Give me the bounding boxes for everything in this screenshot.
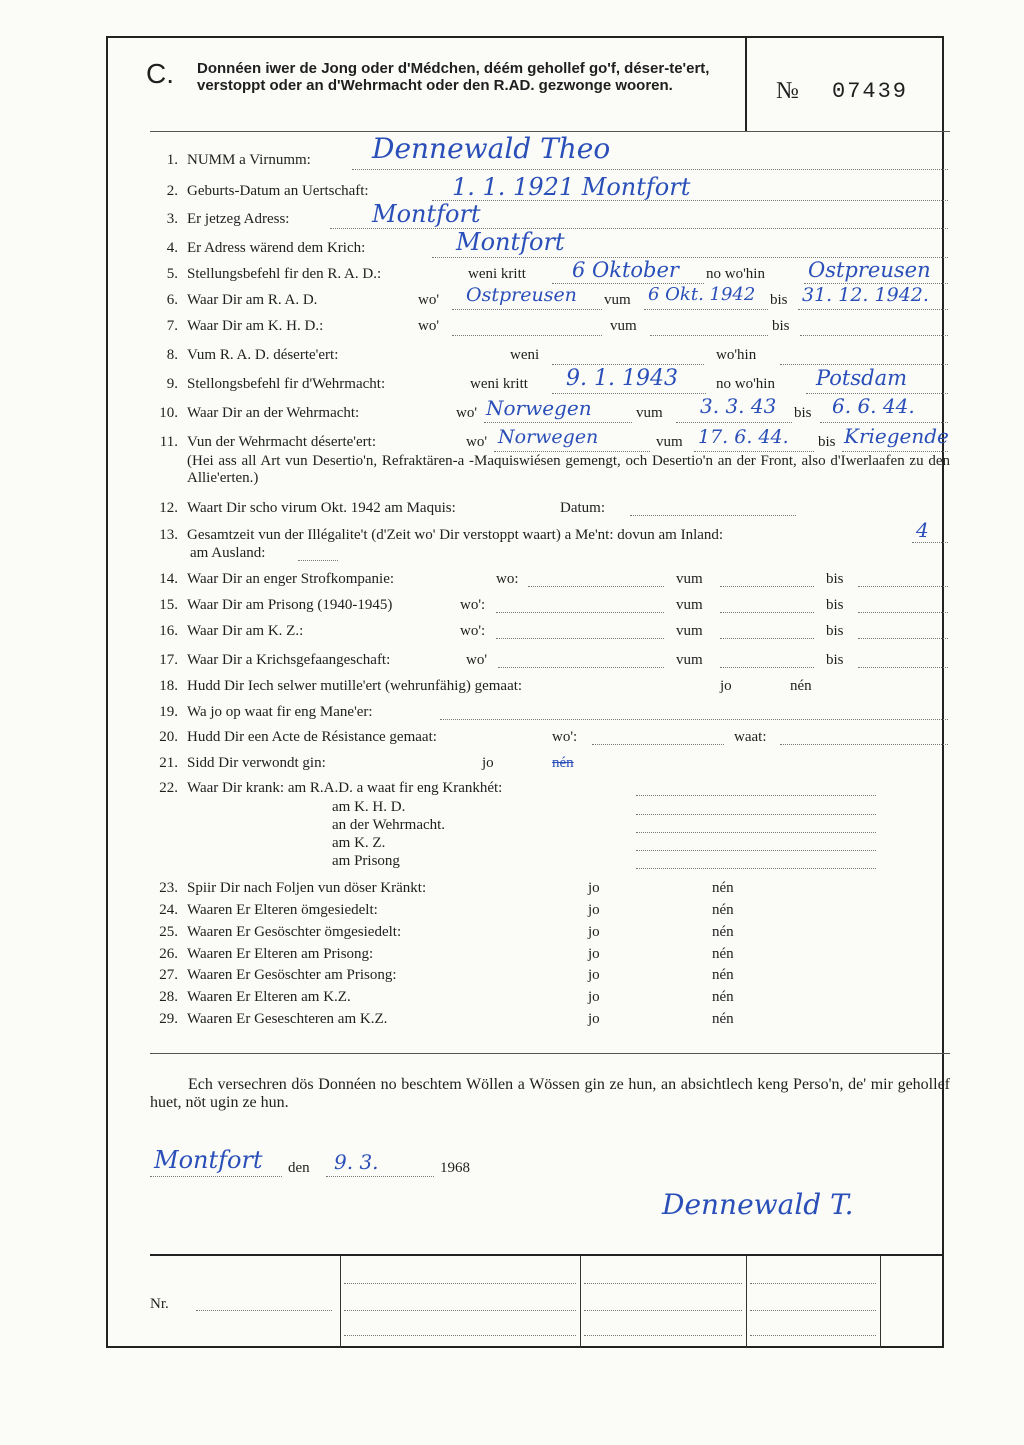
item-label: Waar Dir am K. Z.: — [187, 623, 304, 639]
handwritten-date: 6 Okt. 1942 — [648, 284, 756, 305]
fill-line — [344, 1283, 576, 1284]
item-label: Spiir Dir nach Foljen vun döser Kränkt: — [187, 880, 427, 896]
item-number: 19. — [159, 704, 178, 720]
section-title: Donnéen iwer de Jong oder d'Médchen, déém gehollef go'f, déser-te'ert, verstoppt oder an d'Wehrmacht oder den R.AD. gezwonge wooren. — [197, 60, 710, 94]
item-label: Waaren Er Elteren am Prisong: — [187, 946, 374, 962]
weni-label: weni kritt — [470, 376, 528, 392]
vum-label: vum — [604, 292, 631, 308]
fill-line — [750, 1310, 876, 1311]
footer-divider — [746, 1256, 747, 1348]
fill-line — [858, 667, 948, 668]
handwritten-date: 9. 3. — [334, 1150, 379, 1174]
fill-line — [858, 638, 948, 639]
fill-line — [452, 335, 602, 336]
item-label: Waar Dir am Prisong (1940-1945) — [187, 597, 393, 613]
fill-line — [528, 586, 664, 587]
item-number: 10. — [159, 405, 178, 421]
item-number: 20. — [159, 729, 178, 745]
handwritten-place: Montfort — [154, 1146, 263, 1174]
fill-line — [650, 335, 768, 336]
fill-line — [452, 309, 602, 310]
handwritten-date: 6 Oktober — [572, 258, 679, 282]
item-number: 16. — [159, 623, 178, 639]
wo-label: wo: — [496, 571, 519, 587]
item-label: Hudd Dir Iech selwer mutille'ert (wehrunfähig) gemaat: — [187, 678, 523, 694]
handwritten-birth: 1. 1. 1921 Montfort — [452, 173, 691, 201]
handwritten-place: Ostpreusen — [808, 258, 931, 282]
fill-line — [636, 795, 876, 796]
fill-line — [440, 719, 948, 720]
fill-line — [750, 1335, 876, 1336]
item-label: Waar Dir am K. H. D.: — [187, 318, 324, 334]
fill-line — [750, 1283, 876, 1284]
den-label: den — [288, 1160, 310, 1176]
fill-line — [584, 1283, 742, 1284]
item-number: 7. — [166, 318, 178, 334]
item-number: 17. — [159, 652, 178, 668]
item-number: 29. — [159, 1011, 178, 1027]
fill-line — [552, 393, 706, 394]
handwritten-place: Ostpreusen — [466, 284, 577, 306]
nen-option-crossed: nén — [552, 755, 574, 771]
item-label: Waar Dir am R. A. D. — [187, 292, 318, 308]
vum-label: vum — [610, 318, 637, 334]
ausland-label: am Ausland: — [190, 545, 266, 561]
fill-line — [720, 612, 814, 613]
item-number: 24. — [159, 902, 178, 918]
wo-label: wo': — [552, 729, 578, 745]
handwritten-date: 3. 3. 43 — [700, 394, 777, 418]
fill-line — [780, 364, 948, 365]
item-number: 26. — [159, 946, 178, 962]
nen-option: nén — [790, 678, 812, 694]
handwritten-date: 31. 12. 1942. — [802, 284, 929, 306]
fill-line — [798, 309, 948, 310]
fill-line — [630, 515, 796, 516]
item-number: 13. — [159, 527, 178, 543]
vum-label: vum — [656, 434, 683, 450]
item-label: Waaren Er Gesöschter am Prisong: — [187, 967, 397, 983]
handwritten-date: 9. 1. 1943 — [566, 366, 678, 391]
wo-label: wo' — [418, 318, 440, 334]
fill-line — [326, 1176, 434, 1177]
fill-line — [720, 586, 814, 587]
weni-label: weni — [510, 347, 540, 363]
item-number: 12. — [159, 500, 178, 516]
fill-line — [636, 814, 876, 815]
nen-option: nén — [712, 1011, 734, 1027]
item-number: 5. — [166, 266, 178, 282]
form-number: 07439 — [832, 79, 909, 104]
declaration-text: Ech versechren dös Donnéen no beschtem Wöllen a Wössen gin ze hun, an absichtlech keng Perso'n, de' mir gehollef huet, nöt ugin ze hun. — [150, 1076, 950, 1111]
fill-line — [676, 422, 792, 423]
bis-label: bis — [826, 652, 844, 668]
vum-label: vum — [676, 571, 703, 587]
item-label: Waaren Er Elteren am K.Z. — [187, 989, 351, 1005]
fill-line — [496, 612, 664, 613]
item-label: Waaren Er Geseschteren am K.Z. — [187, 1011, 388, 1027]
item-label: NUMM a Virnumm: — [187, 152, 311, 168]
fill-line — [858, 586, 948, 587]
fill-line — [494, 451, 650, 452]
item-number: 22. — [159, 780, 178, 796]
fill-line — [584, 1335, 742, 1336]
item-number: 25. — [159, 924, 178, 940]
fill-line — [780, 744, 948, 745]
footer-divider — [880, 1256, 881, 1348]
fill-line — [636, 850, 876, 851]
fill-line — [842, 451, 948, 452]
footer-divider — [580, 1256, 581, 1348]
fill-line — [720, 667, 814, 668]
year-label: 1968 — [440, 1160, 470, 1176]
nen-option: nén — [712, 880, 734, 896]
fill-line — [592, 744, 724, 745]
fill-line — [636, 832, 876, 833]
item-number: 8. — [166, 347, 178, 363]
fill-line — [484, 422, 632, 423]
section-letter: C. — [146, 58, 174, 89]
nowohin-label: no wo'hin — [716, 376, 775, 392]
handwritten-date: Kriegende — [844, 424, 949, 448]
item-label: Waar Dir krank: am R.A.D. a waat fir eng Krankhét: — [187, 780, 503, 796]
jo-option: jo — [588, 924, 600, 940]
item-number: 27. — [159, 967, 178, 983]
fill-line — [858, 612, 948, 613]
item-number: 4. — [166, 240, 178, 256]
signature: Dennewald T. — [662, 1188, 854, 1221]
fill-line — [912, 542, 948, 543]
bis-label: bis — [794, 405, 812, 421]
item-number: 6. — [166, 292, 178, 308]
fill-line — [636, 868, 876, 869]
fill-line — [298, 560, 338, 561]
vum-label: vum — [636, 405, 663, 421]
jo-option: jo — [588, 946, 600, 962]
nen-option: nén — [712, 946, 734, 962]
fill-line — [694, 451, 814, 452]
wohin-label: wo'hin — [716, 347, 757, 363]
wo-label: wo' — [418, 292, 440, 308]
header-divider — [745, 38, 747, 132]
item-label: Waar Dir an enger Strofkompanie: — [187, 571, 395, 587]
item-number: 28. — [159, 989, 178, 1005]
item-label: Waaren Er Elteren ömgesiedelt: — [187, 902, 378, 918]
wo-label: wo' — [466, 434, 488, 450]
footer-divider — [340, 1256, 341, 1348]
fill-line — [800, 335, 948, 336]
item-label: Gesamtzeit vun der Illégalite't (d'Zeit wo' Dir verstoppt waart) a Me'nt: dovun am Inland: — [187, 527, 724, 543]
item-number: 2. — [166, 183, 178, 199]
fill-line — [552, 364, 704, 365]
item-number: 11. — [159, 434, 178, 450]
vum-label: vum — [676, 597, 703, 613]
fill-line — [330, 228, 948, 229]
jo-option: jo — [588, 967, 600, 983]
fill-line — [720, 638, 814, 639]
sub-label: am K. H. D. — [332, 799, 406, 815]
item-label: Stellongsbefehl fir d'Wehrmacht: — [187, 376, 386, 392]
fill-line — [344, 1335, 576, 1336]
handwritten-place: Norwegen — [486, 396, 592, 420]
fill-line — [496, 638, 664, 639]
vum-label: vum — [676, 623, 703, 639]
fill-line — [344, 1310, 576, 1311]
nr-label: Nr. — [150, 1296, 169, 1312]
jo-option: jo — [482, 755, 494, 771]
wo-label: wo': — [460, 597, 486, 613]
fill-line — [820, 422, 948, 423]
item-number: 15. — [159, 597, 178, 613]
item-number: 1. — [166, 152, 178, 168]
handwritten-date: 6. 6. 44. — [832, 394, 915, 418]
wo-label: wo': — [460, 623, 486, 639]
item-label: Wa jo op waat fir eng Mane'er: — [187, 704, 373, 720]
item-label: Er jetzeg Adress: — [187, 211, 290, 227]
item-label: Waar Dir an der Wehrmacht: — [187, 405, 360, 421]
item-label: Geburts-Datum an Uertschaft: — [187, 183, 369, 199]
item-note: (Hei ass all Art vun Desertio'n, Refraktären-a -Maquiswiésen gemengt, och Desertio'n an der Front, also d'Iwerlaafen zu den Allie'erten.) — [187, 453, 950, 486]
bis-label: bis — [818, 434, 836, 450]
handwritten-war-address: Montfort — [456, 228, 565, 256]
item-label: Hudd Dir een Acte de Résistance gemaat: — [187, 729, 437, 745]
wo-label: wo' — [456, 405, 478, 421]
bis-label: bis — [826, 571, 844, 587]
handwritten-place: Potsdam — [816, 366, 908, 390]
nen-option: nén — [712, 967, 734, 983]
nen-option: nén — [712, 924, 734, 940]
handwritten-place: Norwegen — [498, 426, 599, 448]
weni-label: weni kritt — [468, 266, 526, 282]
jo-option: jo — [720, 678, 732, 694]
nen-option: nén — [712, 989, 734, 1005]
item-label: Waaren Er Gesöschter ömgesiedelt: — [187, 924, 402, 940]
bis-label: bis — [826, 597, 844, 613]
item-number: 21. — [159, 755, 178, 771]
bis-label: bis — [826, 623, 844, 639]
waat-label: waat: — [734, 729, 767, 745]
jo-option: jo — [588, 989, 600, 1005]
datum-label: Datum: — [560, 500, 605, 516]
vum-label: vum — [676, 652, 703, 668]
sub-label: am Prisong — [332, 853, 400, 869]
item-label: Vum R. A. D. déserte'ert: — [187, 347, 339, 363]
number-mark: № — [776, 78, 799, 104]
fill-line — [498, 667, 664, 668]
fill-line — [584, 1310, 742, 1311]
item-number: 3. — [166, 211, 178, 227]
wo-label: wo' — [466, 652, 488, 668]
fill-line — [644, 309, 768, 310]
item-label: Sidd Dir verwondt gin: — [187, 755, 326, 771]
sub-label: an der Wehrmacht. — [332, 817, 446, 833]
item-label: Waar Dir a Krichsgefaangeschaft: — [187, 652, 391, 668]
sub-label: am K. Z. — [332, 835, 386, 851]
bis-label: bis — [770, 292, 788, 308]
item-label: Waart Dir scho virum Okt. 1942 am Maquis: — [187, 500, 456, 516]
fill-line — [150, 1176, 282, 1177]
jo-option: jo — [588, 880, 600, 896]
footer-rule — [150, 1254, 944, 1256]
item-label: Er Adress wärend dem Krich: — [187, 240, 366, 256]
handwritten-date: 17. 6. 44. — [698, 426, 789, 448]
jo-option: jo — [588, 1011, 600, 1027]
fill-line — [352, 169, 948, 170]
item-number: 18. — [159, 678, 178, 694]
item-number: 23. — [159, 880, 178, 896]
nen-option: nén — [712, 902, 734, 918]
bis-label: bis — [772, 318, 790, 334]
item-label: Vun der Wehrmacht déserte'ert: — [187, 434, 376, 450]
item-number: 9. — [166, 376, 178, 392]
handwritten-address: Montfort — [372, 200, 481, 228]
section-rule — [150, 1053, 950, 1054]
jo-option: jo — [588, 902, 600, 918]
nowohin-label: no wo'hin — [706, 266, 765, 282]
handwritten-name: Dennewald Theo — [372, 132, 611, 165]
item-label: Stellungsbefehl fir den R. A. D.: — [187, 266, 382, 282]
fill-line — [196, 1310, 332, 1311]
handwritten-months: 4 — [916, 518, 929, 542]
item-number: 14. — [159, 571, 178, 587]
